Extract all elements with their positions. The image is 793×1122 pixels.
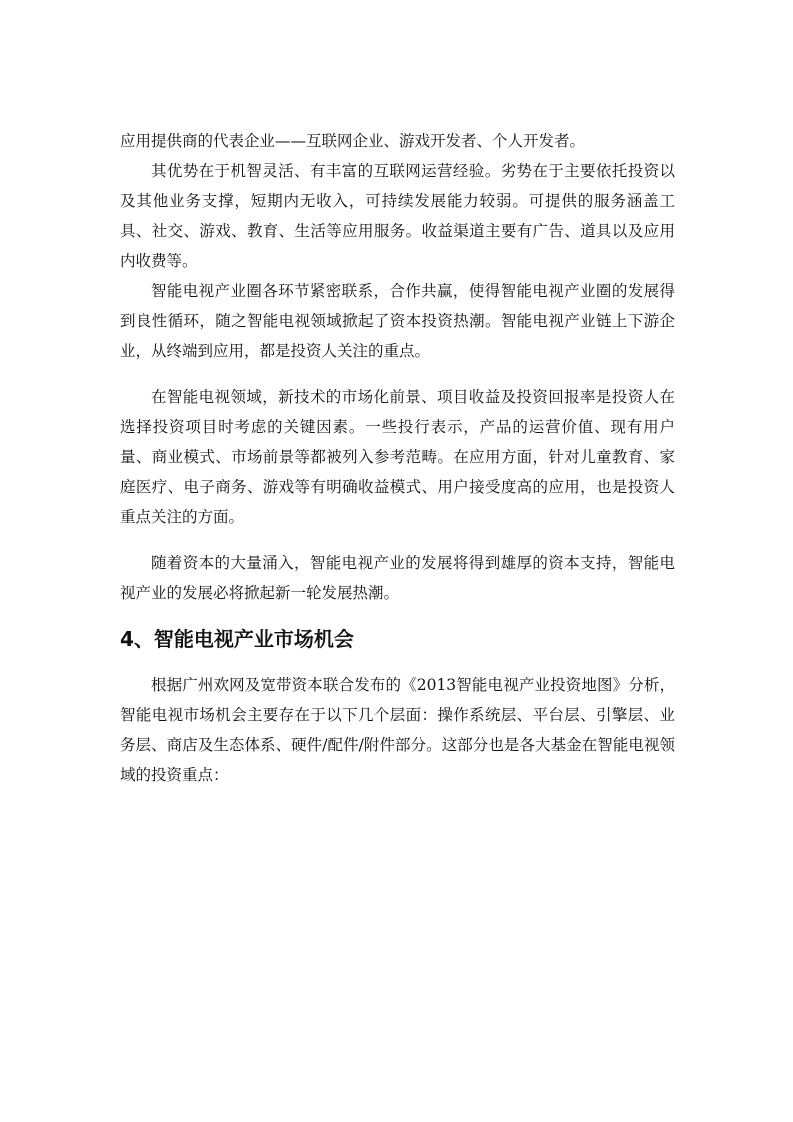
document-body [120, 126, 675, 790]
paragraph-advantages: 其优势在于机智灵活、有丰富的互联网运营经验。劣势在于主要依托投资以及其他业务支撑，短期内无收入，可持续发展能力较弱。可提供的服务涵盖工具、社交、游戏、教育、生活等应用服务。收益渠道主要有广告、道具以及应用内收费等。 [120, 162, 675, 270]
section-heading: 4、智能电视产业市场机会 [120, 627, 354, 651]
paragraph-market-opportunity: 根据广州欢网及宽带资本联合发布的《2013智能电视产业投资地图》分析，智能电视市场机会主要存在于以下几个层面：操作系统层、平台层、引擎层、业务层、商店及生态体系、硬件/配件/附件部分。这部分也是各大基金在智能电视领域的投资重点： [120, 676, 675, 784]
paragraph-industry-circle: 智能电视产业圈各环节紧密联系，合作共赢，使得智能电视产业圈的发展得到良性循环，随之智能电视领域掀起了资本投资热潮。智能电视产业链上下游企业，从终端到应用，都是投资人关注的重点。 [120, 282, 675, 360]
paragraph-continuation: 应用提供商的代表企业——互联网企业、游戏开发者、个人开发者。 [120, 132, 586, 150]
paragraph-capital-inflow: 随着资本的大量涌入，智能电视产业的发展将得到雄厚的资本支持，智能电视产业的发展必将掀起新一轮发展热潮。 [120, 554, 675, 602]
paragraph-investment-factors: 在智能电视领域，新技术的市场化前景、项目收益及投资回报率是投资人在选择投资项目时考虑的关键因素。一些投行表示，产品的运营价值、现有用户量、商业模式、市场前景等都被列入参考范畴。在应用方面，针对儿童教育、家庭医疗、电子商务、游戏等有明确收益模式、用户接受度高的应用，也是投资人重点关注的方面。 [120, 388, 675, 526]
